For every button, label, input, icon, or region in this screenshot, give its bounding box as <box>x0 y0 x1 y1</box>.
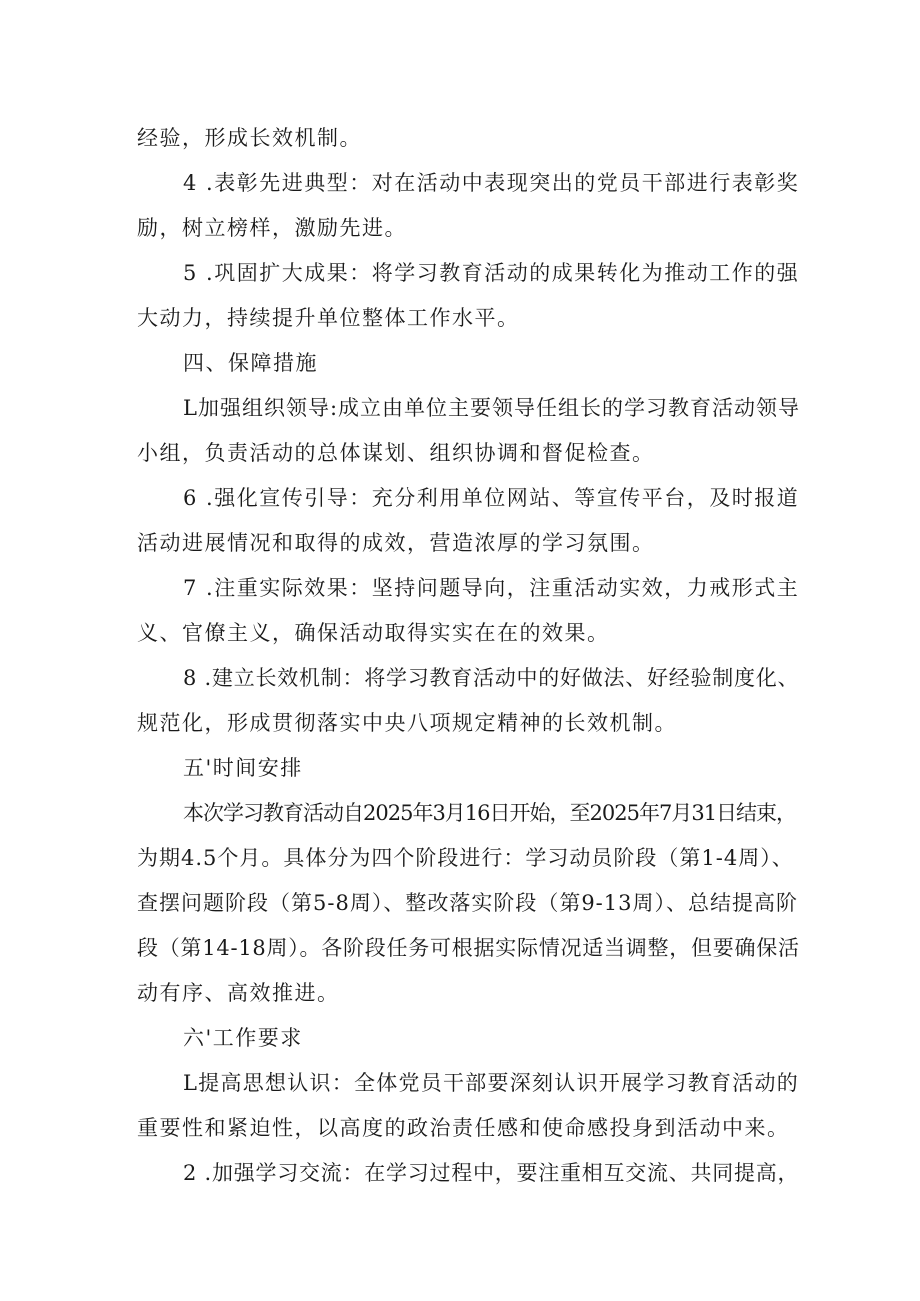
section-heading: 五'时间安排 <box>183 756 303 780</box>
text-line: 规范化，形成贯彻落实中央八项规定精神的长效机制。 <box>137 711 677 735</box>
text-line: 8 .建立长效机制：将学习教育活动中的好做法、好经验制度化、 <box>183 666 800 690</box>
text-line: 5 .巩固扩大成果：将学习教育活动的成果转化为推动工作的强 <box>183 261 800 285</box>
text-line: 4 .表彰先进典型：对在活动中表现突出的党员干部进行表彰奖 <box>183 171 800 195</box>
text-line: 查摆问题阶段（第5-8周）、整改落实阶段（第9-13周）、总结提高阶 <box>137 891 798 915</box>
text-line: 动有序、高效推进。 <box>137 981 340 1005</box>
text-line: 为期4.5个月。具体分为四个阶段进行：学习动员阶段（第1-4周）、 <box>137 846 794 870</box>
text-line: 2 .加强学习交流：在学习过程中，要注重相互交流、共同提高， <box>183 1161 800 1185</box>
text-line: 活动进展情况和取得的成效，营造浓厚的学习氛围。 <box>137 531 655 555</box>
text-line: 励，树立榜样，激励先进。 <box>137 216 407 240</box>
text-line: 本次学习教育活动自2025年3月16日开始，至2025年7月31日结束， <box>183 801 797 825</box>
text-line: 小组，负责活动的总体谋划、组织协调和督促检查。 <box>137 441 655 465</box>
text-line: 义、官僚主义，确保活动取得实实在在的效果。 <box>137 621 610 645</box>
text-line: 大动力，持续提升单位整体工作水平。 <box>137 306 520 330</box>
section-heading: 六'工作要求 <box>183 1026 303 1050</box>
text-line: 7 .注重实际效果：坚持问题导向，注重活动实效，力戒形式主 <box>183 576 800 600</box>
text-line: 6 .强化宣传引导：充分利用单位网站、等宣传平台，及时报道 <box>183 486 800 510</box>
text-line: 段（第14-18周）。各阶段任务可根据实际情况适当调整，但要确保活 <box>137 936 800 960</box>
section-heading: 四、保障措施 <box>183 351 318 375</box>
text-line: L加强组织领导:成立由单位主要领导任组长的学习教育活动领导 <box>183 396 801 420</box>
text-line: 经验，形成长效机制。 <box>137 126 362 150</box>
text-line: 重要性和紧迫性，以高度的政治责任感和使命感投身到活动中来。 <box>137 1116 790 1140</box>
text-line: L提高思想认识：全体党员干部要深刻认识开展学习教育活动的 <box>183 1071 799 1095</box>
